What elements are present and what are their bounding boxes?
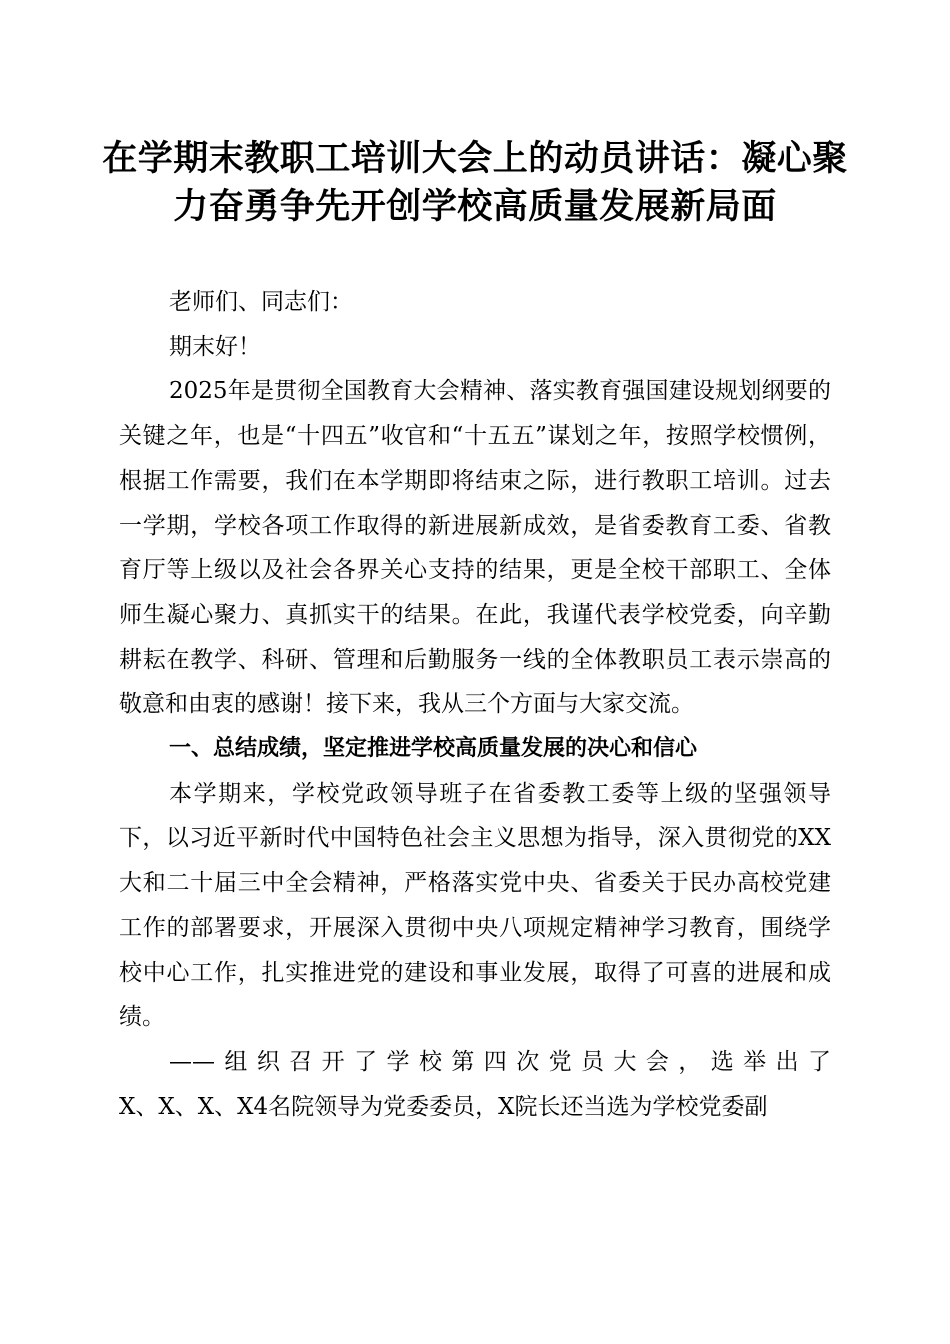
intro-paragraph: 2025年是贯彻全国教育大会精神、落实教育强国建设规划纲要的关键之年，也是“十四五”收官和“十五五”谋划之年，按照学校惯例，根据工作需要，我们在本学期即将结束之际，进行教职工培训。过去一学期，学校各项工作取得的新进展新成效，是省委教育工委、省教育厅等上级以及社会各界关心支持的结果，更是全校干部职工、全体师生凝心聚力、真抓实干的结果。在此，我谨代表学校党委，向辛勤耕耘在教学、科研、管理和后勤服务一线的全体教职员工表示崇高的敬意和由衷的感谢！接下来，我从三个方面与大家交流。 bbox=[119, 378, 831, 718]
achievement-item-1: ——组织召开了学校第四次党员大会，选举出了 bbox=[169, 1048, 831, 1075]
section-1-paragraph: 本学期来，学校党政领导班子在省委教工委等上级的坚强领导下，以习近平新时代中国特色社会主义思想为指导，深入贯彻党的XX大和二十届三中全会精神，严格落实党中央、省委关于民办高校党建工作的部署要求，开展深入贯彻中央八项规定精神学习教育，围绕学校中心工作，扎实推进党的建设和事业发展，取得了可喜的进展和成绩。 bbox=[119, 780, 831, 1031]
achievement-item-1-continued: X、X、X、X4名院领导为党委委员，X院长还当选为学校党委副 bbox=[119, 1093, 768, 1120]
document-title: 在学期末教职工培训大会上的动员讲话：凝心聚力奋勇争先开创学校高质量发展新局面 bbox=[102, 138, 848, 227]
salutation: 老师们、同志们： bbox=[169, 289, 353, 315]
greeting: 期末好！ bbox=[169, 333, 261, 360]
document-body bbox=[119, 280, 831, 1129]
section-heading-1: 一、总结成绩，坚定推进学校高质量发展的决心和信心 bbox=[169, 736, 698, 762]
